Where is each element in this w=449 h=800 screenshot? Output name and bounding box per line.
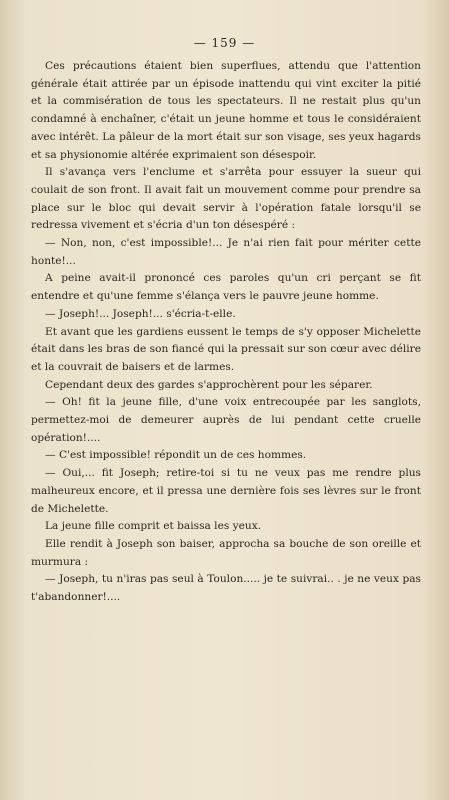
paragraph-12: Elle rendit à Joseph son baiser, approcha sa bouche de son oreille et murmura : <box>31 537 421 568</box>
paragraph-13: — Joseph, tu n'iras pas seul à Toulon..... je te suivrai.. . je ne veux pas t'abandonner!.... <box>31 573 421 604</box>
paragraph-1: Ces précautions étaient bien superflues, attendu que l'attention générale était attirée par un épisode inattendu qui vint exciter la pitié et la commisération de tous les spectateurs. Il ne restait plus qu'un condamné à enchaîner, c'était un jeune homme et tous le considéraient avec intérêt. La pâleur de la mort était sur son visage, ses yeux hagards et sa physionomie altérée exprimaient son désespoir. <box>31 60 421 161</box>
paragraph-10: — Oui,... fit Joseph; retire-toi si tu ne veux pas me rendre plus malheureux encore, et il pressa une dernière fois ses lèvres sur le front de Michelette. <box>31 467 421 515</box>
paragraph-11: La jeune fille comprit et baissa les yeux. <box>45 520 262 533</box>
paragraph-2: Il s'avança vers l'enclume et s'arrêta pour essuyer la sueur qui coulait de son front. Il avait fait un mouvement comme pour prendre sa place sur le bloc qui devait servir à l'opération fatale lorsqu'il se redressa vivement et s'écria d'un ton désespéré : <box>31 166 421 232</box>
paragraph-7: Cependant deux des gardes s'approchèrent pour les séparer. <box>45 378 373 391</box>
page-number: — 159 — <box>193 36 256 50</box>
paragraph-5: — Joseph!... Joseph!... s'écria-t-elle. <box>45 307 236 320</box>
paragraph-6: Et avant que les gardiens eussent le temps de s'y opposer Michelette était dans les bras de son fiancé qui la pressait sur son cœur avec délire et la couvrait de baisers et de larmes. <box>31 325 421 373</box>
paragraph-8: — Oh! fit la jeune fille, d'une voix entrecoupée par les sanglots, permettez-moi de demeurer auprès de lui pendant cette cruelle opération!.... <box>31 396 421 444</box>
paragraph-4: A peine avait-il prononcé ces paroles qu'un cri perçant se fit entendre et qu'une femme s'élança vers le pauvre jeune homme. <box>31 272 421 303</box>
paragraph-3: — Non, non, c'est impossible!... Je n'ai rien fait pour mériter cette honte!... <box>31 237 421 267</box>
paragraph-9: — C'est impossible! répondit un de ces hommes. <box>45 449 307 462</box>
page-body <box>31 58 421 607</box>
